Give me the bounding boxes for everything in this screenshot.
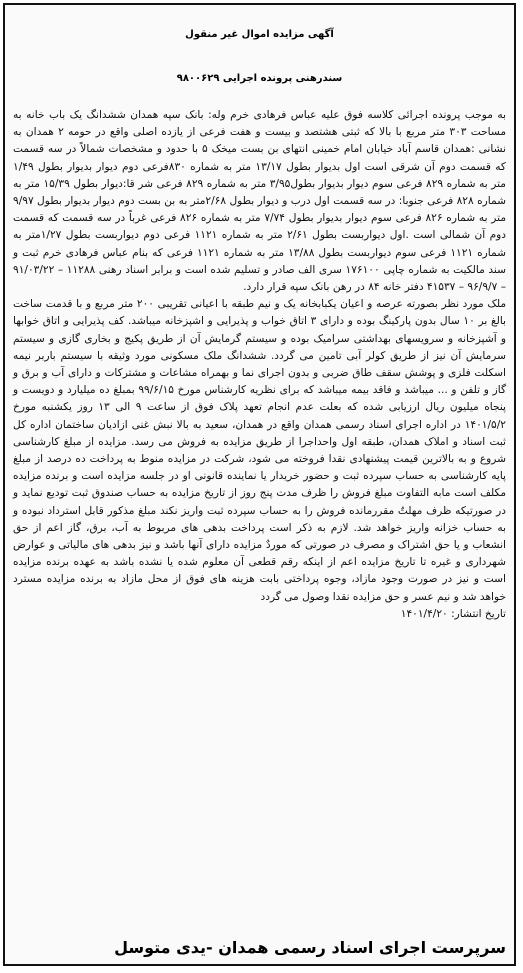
case-number-title: سندرهنی پرونده اجرایی ۹۸۰۰۶۲۹ [176, 73, 343, 84]
notice-body [5, 107, 514, 606]
auction-terms-paragraph: ملک مورد نظر بصورته عرصه و اعیان یکبابخانه یک و نیم طبقه با اعیانی تقریبی ۲۰۰ متر مربع و با قدمت ساخت بالغ بر ۱۰ سال بدون پارکینگ بوده و دارای ۳ اتاق خواب و پذیرایی و اشپزخانه میباشد. کف پذیرایی و اتاق خوابها و آشپزخانه و سرویسهای بهداشتی سرامیک بوده و سیستم گرمایش آن از طریق پکیج و بخاری گازی و سیستم سرمایش آن نیز از طریق کولر آبی تامین می گردد. ششدانگ ملک مسکونی مورد وثیقه با سیستم باربر نیمه اسکلت فلزی و پوشش سقف طاق ضربی و بدون اجرای نما و بهمراه مشاعات و مشترکات و دارای آب و برق و گاز و تلفن و ... میباشد و فاقد بیمه میباشد که برای نظریه کارشناس مورخ ۹۹/۶/۱۵ بمبلغ ده میلیارد و دویست و پنجاه میلیون ریال ارزیابی شده که بعلت عدم انجام تعهد پلاک فوق از ساعت ۹ الی ۱۳ روز یکشنبه مورخ ۱۴۰۱/۵/۲ در اداره اجرای اسناد رسمی همدان واقع در همدان، سعید به بالا نبش غنی ازادیان ساختمان اداره کل ثبت اسناد و املاک همدان، طبقه اول واحداجرا از طریق مزایده به فروش می رسد. مزایده از مبلغ کارشناسی شروع و به بالاترین قیمت پیشنهادی نقدا فروخته می شود، شرکت در مزایده منوط به پرداخت ده درصد از مبلغ پایه کارشناسی به حساب سپرده ثبت و حضور خریدار یا نماینده قانونی او در جلسه مزایده است و برنده مزایده مکلف است مابه التفاوت مبلغ فروش را ظرف مدت پنج روز از تاریخ مزایده به حساب صندوق ثبت تودیع نماید و در صورتیکه ظرف مهلتٌ مقررمانده فروش را به حساب سپرده ثبت واریز نکند مبلغ مذکور قابل استرداد نبوده و به حساب خزانه واریز خواهد شد. لازم به ذکر است پرداخت بدهی های مربوط به آب، برق، گاز اعم از حق انشعاب و یا حق اشتراک و مصرف در صورتی که موردٌ مزایده دارای آنها باشد و نیز بدهی های مالیاتی و عوارض شهرداری و غیره تا تاریخ مزایده اعم از اینکه رقم قطعی آن معلوم شده یا نشده باشد به عهده برنده مزایده است و نیز در صورت وجود مازاد، وجوه پرداختی بابت هزینه های فوق از محل مازاد به برنده مزایده مسترد خواهد شد و نیم عسر و حق مزایده نقدا وصول می گردد [13, 298, 507, 603]
publish-date: تاریخ انتشار: ۱۴۰۱/۴/۲۰ [400, 607, 506, 620]
notice-title: آگهی مزایده اموال غیر منقول [185, 29, 334, 40]
property-description-paragraph: به موجب پرونده اجرائی کلاسه فوق علیه عباس فرهادی خرم وله: بانک سپه همدان ششدانگ یک باب خانه به مساحت ۳۰۳ متر مربع با بالا که ثبتی هشتصد و بیست و هفت فرعی از یازده اصلی واقع در حومه ۲ همدان به نشانی :همدان قاسم آباد خیابان امام خمینی انتهای بن بست میخک ۵ با حدود و مشخصات شمالاً در سه قسمت که قسمت دوم آن شرقی است اول بدیوار بطول ۱۳/۱۷ متر به شماره ۸۳۰فرعی دوم دیوار بدیوار بطول ۱/۴۹ متر به شماره ۸۲۹ فرعی سوم دیوار بدیوار بطول۳/۹۵ متر به شماره ۸۲۹ فرعی شر قا:دیوار بطول ۱۵/۳۹ متر به شماره ۸۲۸ فرعی جنوبا: در سه قسمت اول درب و دیوار بطول ۲/۶۸متر به بن بست دوم دیوار بدیوار بطول ۹/۹۷ متر به شماره ۸۲۶ فرعی سوم دیوار بدیوار بطول ۷/۷۴ متر به شماره ۸۲۶ فرعی غرباً در سه قسمت که قسمت دوم آن شمالی است .اول دیواربست بطول ۲/۶۱ متر به شماره ۱۱۲۱ فرعی دوم دیواربست بطول ۱/۲۷متر به شماره ۱۱۲۱ فرعی سوم دیواربست بطول ۱۳/۸۸ متر به شماره ۱۱۲۱ فرعی که بنام عباس فرهادی خرم ثبت و سند مالکیت به شماره چاپی ۱۷۶۱۰۰ سری الف صادر و تسلیم شده است و برابر اسناد رهنی ۱۱۲۸۸ – ۹۱/۰۳/۲۲ – ۹۶/۹/۷ – ۴۱۵۳۷ دفتر خانه ۸۴ در رهن بانک سپه قرار دارد. [13, 109, 507, 294]
signature-line: سرپرست اجرای اسناد رسمی همدان -یدی متوسل [114, 938, 506, 957]
notice-frame [3, 3, 516, 966]
